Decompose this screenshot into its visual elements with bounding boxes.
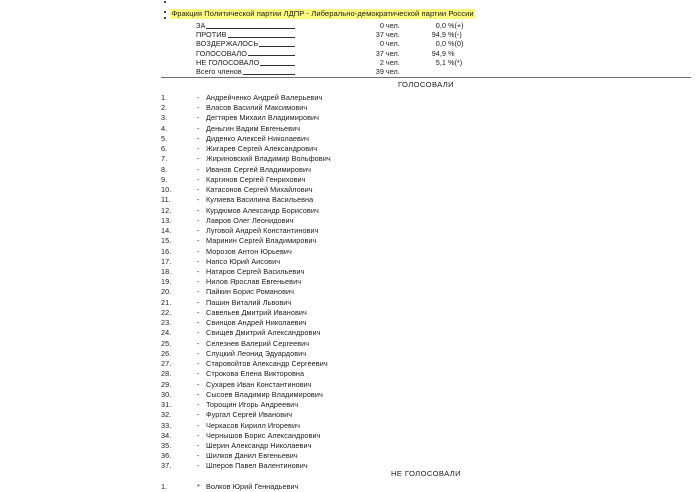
member-name: Луговой Андрей Константинович	[206, 226, 319, 236]
member-vote-marker: -	[197, 246, 200, 256]
member-number: 30.	[161, 389, 172, 399]
member-name: Нилов Ярослав Евгеньевич	[206, 277, 302, 287]
member-vote-marker: -	[197, 103, 200, 113]
member-vote-marker: -	[197, 379, 200, 389]
results-row-count: 39 чел.	[375, 67, 400, 77]
bullet-dot-icon	[164, 17, 166, 19]
member-name: Шилков Данил Евгеньевич	[206, 451, 298, 461]
member-name: Напсо Юрий Аисович	[206, 256, 281, 266]
member-number: 15.	[161, 236, 172, 246]
results-row-label: Всего членов	[196, 67, 242, 77]
results-row-symbol: (*)	[454, 57, 463, 67]
member-number: 22.	[161, 307, 172, 317]
member-number: 23.	[161, 318, 172, 328]
member-row	[161, 236, 691, 246]
results-row-percent: 94,9 %	[431, 30, 455, 40]
member-name: Старовойтов Александр Сергеевич	[206, 359, 328, 369]
member-vote-marker: -	[197, 195, 200, 205]
member-row	[161, 482, 691, 492]
results-row-count: 2 чел.	[379, 57, 400, 67]
member-name: Строкова Елена Викторовна	[206, 369, 305, 379]
document-title-block	[161, 1, 691, 22]
member-number: 37.	[161, 461, 172, 471]
member-row	[161, 277, 691, 287]
member-row	[161, 328, 691, 338]
results-row	[196, 21, 486, 30]
member-row	[161, 287, 691, 297]
not-voted-members-list	[161, 482, 691, 492]
member-row	[161, 165, 691, 175]
member-number: 31.	[161, 400, 172, 410]
member-name: Каргинов Сергей Генрихович	[206, 174, 306, 184]
member-vote-marker: -	[197, 400, 200, 410]
member-number: 28.	[161, 369, 172, 379]
member-vote-marker: -	[197, 348, 200, 358]
member-vote-marker: -	[197, 440, 200, 450]
member-row	[161, 113, 691, 123]
results-row-count: 37 чел.	[375, 48, 400, 58]
label-underline	[196, 28, 295, 29]
member-name: Шерин Александр Николаевич	[206, 440, 312, 450]
member-row	[161, 257, 691, 267]
member-row	[161, 195, 691, 205]
member-number: 5.	[161, 133, 168, 143]
member-vote-marker: -	[197, 410, 200, 420]
member-name: Свинцов Андрей Николаевич	[206, 318, 307, 328]
member-row	[161, 267, 691, 277]
member-name: Лавров Олег Леонидович	[206, 215, 294, 225]
member-vote-marker: -	[197, 307, 200, 317]
member-number: 12.	[161, 205, 172, 215]
member-number: 27.	[161, 359, 172, 369]
member-row	[161, 410, 691, 420]
member-vote-marker: -	[197, 338, 200, 348]
section-divider	[161, 77, 691, 78]
member-row	[161, 226, 691, 236]
member-name: Власов Василий Максимович	[206, 103, 308, 113]
member-number: 34.	[161, 430, 172, 440]
member-vote-marker: -	[197, 420, 200, 430]
voting-results-body	[196, 21, 486, 76]
member-row	[161, 318, 691, 328]
member-vote-marker: -	[197, 144, 200, 154]
member-row	[161, 154, 691, 164]
member-row	[161, 359, 691, 369]
results-row	[196, 49, 486, 58]
member-row	[161, 441, 691, 451]
member-number: 24.	[161, 328, 172, 338]
member-vote-marker: -	[197, 93, 200, 102]
member-number: 7.	[161, 154, 168, 164]
member-vote-marker: -	[197, 215, 200, 225]
member-name: Деньгин Вадим Евгеньевич	[206, 123, 301, 133]
member-row	[161, 175, 691, 185]
results-row-label: ГОЛОСОВАЛО	[196, 48, 248, 58]
member-row	[161, 185, 691, 195]
results-row-percent	[400, 67, 455, 76]
member-row	[161, 93, 691, 103]
member-vote-marker: -	[197, 277, 200, 287]
member-number: 9.	[161, 174, 168, 184]
member-name: Волков Юрий Геннадьевич	[206, 482, 299, 491]
member-name: Селезнев Валерий Сергеевич	[206, 338, 310, 348]
member-number: 25.	[161, 338, 172, 348]
member-name: Катасонов Сергей Михайлович	[206, 185, 313, 195]
member-vote-marker: *	[197, 482, 200, 491]
member-row	[161, 451, 691, 461]
member-vote-marker: -	[197, 123, 200, 133]
member-row	[161, 134, 691, 144]
member-name: Сысоев Владимир Владимирович	[206, 389, 323, 399]
member-vote-marker: -	[197, 174, 200, 184]
section-header-not-voted: НЕ ГОЛОСОВАЛИ	[391, 469, 461, 478]
member-number: 6.	[161, 144, 168, 154]
member-name: Жириновский Владимир Вольфович	[206, 154, 331, 164]
member-row	[161, 216, 691, 226]
member-number: 8.	[161, 164, 168, 174]
member-number: 10.	[161, 185, 172, 195]
results-row-symbol: (0)	[454, 39, 464, 49]
member-number: 13.	[161, 215, 172, 225]
member-vote-marker: -	[197, 461, 200, 471]
member-vote-marker: -	[197, 287, 200, 297]
results-row-label-cell	[196, 67, 297, 76]
member-vote-marker: -	[197, 205, 200, 215]
member-number: 35.	[161, 440, 172, 450]
member-row	[161, 144, 691, 154]
member-vote-marker: -	[197, 369, 200, 379]
member-name: Торощин Игорь Андреевич	[206, 400, 299, 410]
results-row-symbol	[454, 49, 486, 58]
member-vote-marker: -	[197, 266, 200, 276]
member-name: Жигарев Сергей Александрович	[206, 144, 318, 154]
voting-results-table	[196, 21, 486, 76]
member-number: 20.	[161, 287, 172, 297]
member-name: Слуцкий Леонид Эдуардович	[206, 348, 307, 358]
results-row	[196, 67, 486, 76]
page-title: Фракция Политической партии ЛДПР - Либерально-демократической партии России	[171, 9, 474, 18]
member-name: Чернышов Борис Александрович	[206, 430, 321, 440]
member-number: 36.	[161, 451, 172, 461]
member-row	[161, 380, 691, 390]
member-number: 3.	[161, 113, 168, 123]
member-row	[161, 349, 691, 359]
results-row-count: 0 чел.	[379, 21, 400, 30]
results-row-label: ПРОТИВ	[196, 30, 227, 40]
member-name: Фургал Сергей Иванович	[206, 410, 293, 420]
document-title-line	[161, 6, 691, 17]
member-row	[161, 431, 691, 441]
member-name: Андрейченко Андрей Валерьевич	[206, 93, 323, 102]
member-vote-marker: -	[197, 164, 200, 174]
results-row-label: НЕ ГОЛОСОВАЛО	[196, 57, 260, 67]
member-number: 1.	[161, 482, 168, 491]
member-number: 19.	[161, 277, 172, 287]
member-name: Иванов Сергей Владимирович	[206, 164, 311, 174]
member-vote-marker: -	[197, 226, 200, 236]
member-row	[161, 124, 691, 134]
member-name: Натаров Сергей Васильевич	[206, 266, 305, 276]
results-row-label-cell	[196, 21, 297, 30]
member-number: 33.	[161, 420, 172, 430]
member-number: 14.	[161, 226, 172, 236]
results-row-label-cell	[196, 58, 297, 67]
member-vote-marker: -	[197, 328, 200, 338]
results-row-percent: 0,0 %	[435, 39, 455, 49]
member-row	[161, 339, 691, 349]
member-number: 29.	[161, 379, 172, 389]
member-number: 18.	[161, 266, 172, 276]
member-vote-marker: -	[197, 451, 200, 461]
results-row-symbol: (-)	[454, 30, 462, 40]
member-row	[161, 103, 691, 113]
member-vote-marker: -	[197, 133, 200, 143]
member-number: 11.	[161, 195, 171, 205]
member-number: 32.	[161, 410, 172, 420]
member-row	[161, 298, 691, 308]
results-row-symbol: (+)	[454, 21, 464, 30]
member-name: Диденко Алексей Николаевич	[206, 133, 309, 143]
section-header-voted: ГОЛОСОВАЛИ	[397, 80, 455, 89]
results-row	[196, 39, 486, 48]
member-number: 26.	[161, 348, 172, 358]
member-row	[161, 400, 691, 410]
member-name: Курдюмов Александр Борисович	[206, 205, 319, 215]
member-name: Пайкин Борис Романович	[206, 287, 294, 297]
results-row-percent: 5,1 %	[435, 57, 455, 67]
results-row-count: 37 чел.	[375, 30, 400, 40]
results-row-symbol	[454, 67, 486, 76]
member-name: Дегтярев Михаил Владимирович	[206, 113, 319, 123]
member-name: Шперов Павел Валентинович	[206, 461, 308, 471]
member-vote-marker: -	[197, 297, 200, 307]
member-number: 16.	[161, 246, 172, 256]
member-vote-marker: -	[197, 113, 200, 123]
member-row	[161, 247, 691, 257]
bullet-dot-icon	[164, 11, 166, 13]
member-name: Морозов Антон Юрьевич	[206, 246, 292, 256]
member-vote-marker: -	[197, 185, 200, 195]
voted-members-list	[161, 93, 691, 472]
results-row-label-cell	[196, 49, 297, 58]
results-row-percent: 94,9 %	[431, 48, 455, 58]
results-row	[196, 58, 486, 67]
member-vote-marker: -	[197, 318, 200, 328]
results-row-label: ВОЗДЕРЖАЛОСЬ	[196, 39, 259, 49]
member-name: Пашин Виталий Львович	[206, 297, 292, 307]
member-row	[161, 369, 691, 379]
member-vote-marker: -	[197, 359, 200, 369]
member-vote-marker: -	[197, 389, 200, 399]
results-row-count: 0 чел.	[379, 39, 400, 49]
member-name: Савельев Дмитрий Иванович	[206, 307, 307, 317]
member-name: Свищев Дмитрий Александрович	[206, 328, 321, 338]
member-name: Сухарев Иван Константинович	[206, 379, 312, 389]
member-name: Черкасов Кирилл Игоревич	[206, 420, 300, 430]
member-number: 4.	[161, 123, 168, 133]
member-row	[161, 390, 691, 400]
member-row	[161, 206, 691, 216]
member-vote-marker: -	[197, 154, 200, 164]
member-number: 17.	[161, 256, 172, 266]
member-number: 1.	[161, 93, 168, 102]
member-name: Маринин Сергей Владимирович	[206, 236, 317, 246]
results-row-percent: 0,0 %	[435, 21, 455, 30]
member-vote-marker: -	[197, 256, 200, 266]
results-row-label: ЗА	[196, 21, 206, 30]
member-vote-marker: -	[197, 236, 200, 246]
member-number: 21.	[161, 297, 172, 307]
results-row-label-cell	[196, 39, 297, 48]
member-number: 2.	[161, 103, 168, 113]
member-row	[161, 421, 691, 431]
member-name: Кулиева Василина Васильевна	[206, 195, 314, 205]
member-row	[161, 308, 691, 318]
member-vote-marker: -	[197, 430, 200, 440]
